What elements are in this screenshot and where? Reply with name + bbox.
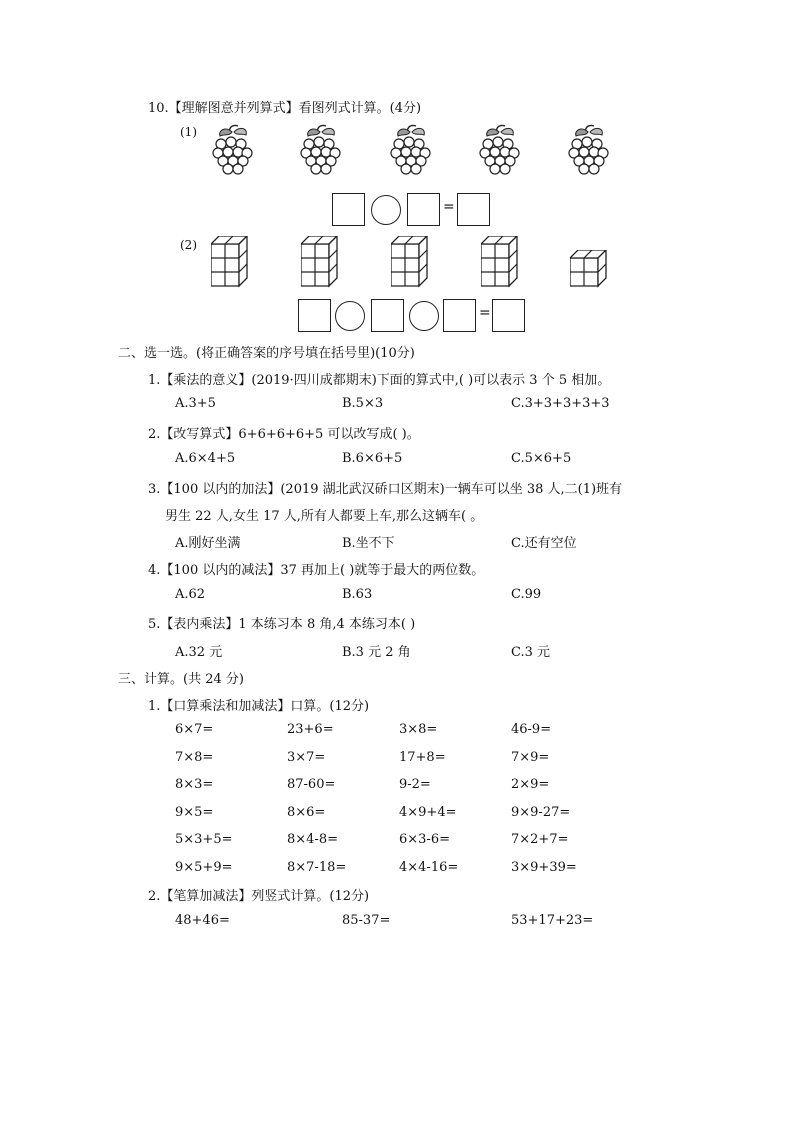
oral-calc-item: 3×7= [287, 749, 326, 765]
written-calc-item: 85-37= [342, 913, 391, 928]
oral-calc-item: 7×9= [511, 749, 550, 765]
operator-circle[interactable] [335, 301, 365, 331]
oral-calc-item: 17+8= [399, 749, 446, 765]
oral-calc-item: 7×8= [175, 749, 214, 765]
question-text: 2.【改写算式】6+6+6+6+5 可以改写成( )。 [148, 427, 420, 442]
answer-box[interactable] [457, 193, 490, 226]
answer-box[interactable] [298, 299, 331, 332]
option-b[interactable]: B.3 元 2 角 [342, 645, 411, 660]
option-b[interactable]: B.坐不下 [342, 536, 395, 551]
grapes-icon [477, 122, 523, 178]
cube-icon [481, 236, 519, 288]
option-a[interactable]: A.62 [175, 587, 206, 602]
oral-calc-item: 87-60= [287, 777, 336, 792]
question-text: 1.【乘法的意义】(2019·四川成都期末)下面的算式中,( )可以表示 3 个 5 相加。 [148, 373, 611, 388]
oral-calc-item: 9×9-27= [511, 804, 571, 820]
option-b[interactable]: B.63 [342, 587, 373, 602]
oral-calc-item: 5×3+5= [175, 832, 233, 847]
option-a[interactable]: A.3+5 [175, 396, 216, 411]
option-a[interactable]: A.32 元 [175, 645, 223, 660]
cube-icon [570, 250, 608, 288]
cube-icon [391, 236, 429, 288]
oral-calc-item: 46-9= [511, 722, 552, 737]
question-text-continued: 男生 22 人,女生 17 人,所有人都要上车,那么这辆车( 。 [165, 509, 484, 524]
oral-calc-item: 8×7-18= [287, 859, 347, 875]
grapes-icon [210, 122, 256, 178]
equals-sign: = [443, 199, 455, 215]
oral-calc-item: 6×3-6= [399, 832, 450, 847]
oral-calc-item: 3×9+39= [511, 859, 577, 875]
grapes-icon [298, 122, 344, 178]
question-text: 3.【100 以内的加法】(2019 湖北武汉硚口区期末)一辆车可以坐 38 人,二(1)班有 [148, 482, 623, 497]
option-a[interactable]: A.6×4+5 [175, 451, 236, 466]
answer-box[interactable] [407, 193, 440, 226]
cube-icon [301, 236, 339, 288]
option-c[interactable]: C.99 [511, 587, 542, 602]
oral-calc-item: 8×3= [175, 777, 214, 792]
part-2-label: (2) [180, 238, 197, 252]
oral-calc-item: 9×5+9= [175, 859, 233, 875]
operator-circle[interactable] [371, 195, 401, 225]
oral-calc-item: 2×9= [511, 777, 550, 792]
option-b[interactable]: B.6×6+5 [342, 451, 403, 466]
written-calc-item: 53+17+23= [511, 913, 594, 928]
grapes-icon [566, 122, 612, 178]
oral-calc-item: 23+6= [287, 722, 334, 737]
oral-calc-item: 4×9+4= [399, 804, 457, 820]
written-calc-item: 48+46= [175, 913, 230, 928]
oral-calc-item: 8×4-8= [287, 832, 338, 847]
option-b[interactable]: B.5×3 [342, 396, 384, 411]
option-c[interactable]: C.3 元 [511, 645, 551, 660]
answer-box[interactable] [443, 299, 476, 332]
option-c[interactable]: C.5×6+5 [511, 451, 572, 466]
question-10-title: 10.【理解图意并列算式】看图列式计算。(4分) [148, 101, 422, 116]
section-3-title: 三、计算。(共 24 分) [118, 672, 244, 687]
written-calc-title: 2.【笔算加减法】列竖式计算。(12分) [148, 889, 370, 904]
part-1-label: (1) [180, 125, 197, 139]
answer-box[interactable] [371, 299, 404, 332]
question-text: 4.【100 以内的减法】37 再加上( )就等于最大的两位数。 [148, 563, 485, 578]
oral-calc-item: 3×8= [399, 722, 438, 737]
oral-calc-item: 9×5= [175, 804, 214, 820]
question-text: 5.【表内乘法】1 本练习本 8 角,4 本练习本( ) [148, 617, 416, 632]
grapes-icon [388, 122, 434, 178]
oral-calc-item: 8×6= [287, 804, 326, 820]
answer-box[interactable] [332, 193, 365, 226]
oral-calc-item: 7×2+7= [511, 832, 569, 847]
oral-calc-item: 4×4-16= [399, 859, 459, 875]
oral-calc-title: 1.【口算乘法和加减法】口算。(12分) [148, 699, 370, 714]
equals-sign: = [479, 305, 491, 321]
operator-circle[interactable] [409, 301, 439, 331]
oral-calc-item: 6×7= [175, 722, 214, 737]
cube-icon [211, 236, 249, 288]
section-2-title: 二、选一选。(将正确答案的序号填在括号里)(10分) [118, 346, 415, 361]
oral-calc-item: 9-2= [399, 777, 431, 792]
option-a[interactable]: A.刚好坐满 [175, 536, 241, 551]
answer-box[interactable] [492, 299, 525, 332]
option-c[interactable]: C.3+3+3+3+3 [511, 396, 610, 411]
option-c[interactable]: C.还有空位 [511, 536, 577, 551]
